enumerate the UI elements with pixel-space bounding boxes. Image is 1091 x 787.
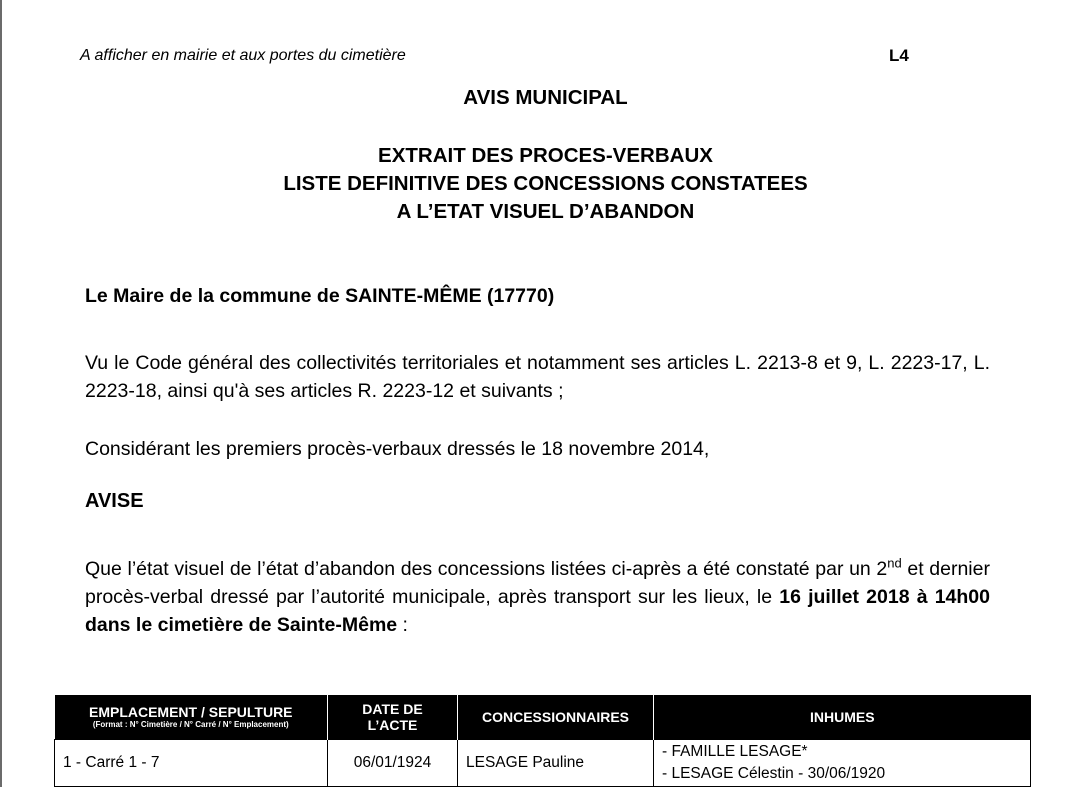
notice-subtitle <box>0 142 1091 226</box>
avise-heading: AVISE <box>85 490 144 512</box>
table-header-row <box>55 695 1031 740</box>
inhume-entry: - FAMILLE LESAGE* <box>662 743 808 760</box>
concessions-table <box>54 695 1031 787</box>
cell-inhumes <box>654 740 1031 787</box>
inhume-entry: - LESAGE Célestin - 30/06/1920 <box>662 765 886 782</box>
reference-code: L4 <box>889 46 909 65</box>
posting-note: A afficher en mairie et aux portes du cimetière <box>80 47 406 64</box>
date-header-line: L’ACTE <box>367 717 418 733</box>
subtitle-line: EXTRAIT DES PROCES-VERBAUX <box>378 144 713 167</box>
date-header-line: DATE DE <box>362 701 423 717</box>
considerant-paragraph: Considérant les premiers procès-verbaux dressés le 18 novembre 2014, <box>85 438 710 460</box>
emplacement-header-label: EMPLACEMENT / SEPULTURE <box>88 704 293 720</box>
subtitle-line: A L’ETAT VISUEL D’ABANDON <box>396 200 695 223</box>
page-left-border <box>0 0 2 787</box>
finding-date-place: 16 juillet 2018 à 14h00 dans le cimetière de Sainte-Même <box>85 586 990 636</box>
emplacement-format-note: (Format : N° Cimetière / N° Carré / N° Emplacement) <box>92 720 289 729</box>
legal-basis-paragraph: Vu le Code général des collectivités territoriales et notamment ses articles L. 2213-8 et 9, L. 2223-17, L. 2223-18, ainsi qu'à ses articles R. 2223-12 et suivants ; <box>85 352 990 402</box>
column-header-date <box>328 695 458 740</box>
cell-emplacement: 1 - Carré 1 - 7 <box>55 740 328 787</box>
cell-concessionnaire: LESAGE Pauline <box>458 740 654 787</box>
table-row <box>55 740 1031 787</box>
subtitle-line: LISTE DEFINITIVE DES CONCESSIONS CONSTATEES <box>283 172 808 195</box>
finding-text-part: Que l’état visuel de l’état d’abandon des concessions listées ci-après a été constaté par un 2 <box>85 558 888 580</box>
notice-title: AVIS MUNICIPAL <box>463 86 628 109</box>
ordinal-suffix: nd <box>887 555 902 571</box>
column-header-inhumes: INHUMES <box>654 695 1031 740</box>
column-header-emplacement <box>55 695 328 740</box>
mayor-heading: Le Maire de la commune de SAINTE-MÊME (17770) <box>85 285 555 307</box>
cell-date: 06/01/1924 <box>328 740 458 787</box>
finding-text-part: : <box>397 614 408 636</box>
finding-text-part: et dernier procès-verbal dressé par l’autorité municipale, après transport sur les lieux, le <box>85 558 990 608</box>
column-header-concessionnaires: CONCESSIONNAIRES <box>458 695 654 740</box>
finding-paragraph <box>85 555 990 639</box>
